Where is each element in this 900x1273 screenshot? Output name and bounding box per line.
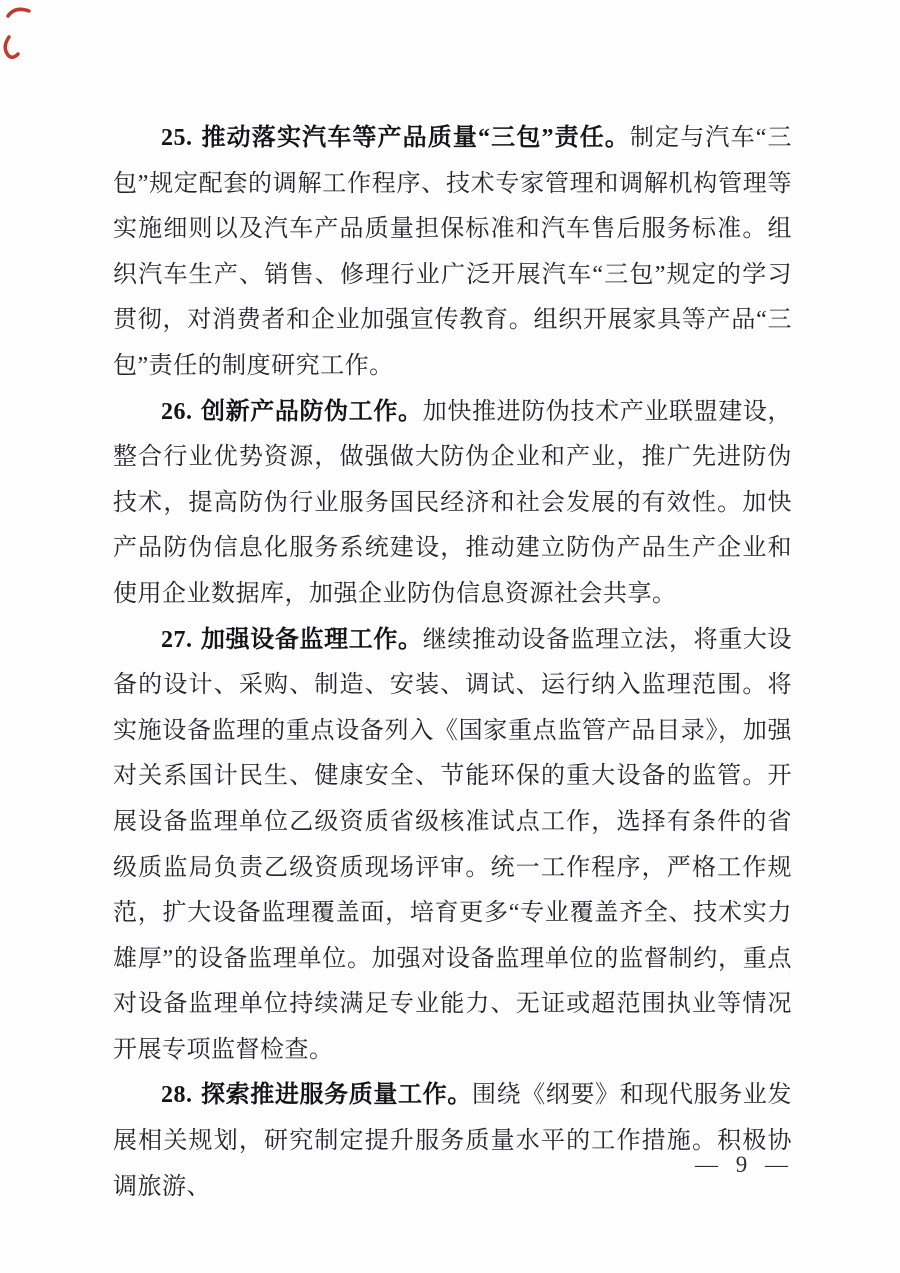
- paragraph-28-number: 28.: [161, 1082, 193, 1109]
- paragraph-28-body: 围绕《纲要》和现代服务业发展相关规划，研究制定提升服务质量水平的工作措施。积极协调旅游、: [113, 1082, 793, 1200]
- paragraph-28: [113, 1073, 792, 1210]
- paragraph-27-heading: 加强设备监理工作。: [200, 626, 423, 653]
- paragraph-26: [113, 390, 792, 618]
- paragraph-28-heading: 探索推进服务质量工作。: [200, 1082, 472, 1109]
- red-ink-mark-2: [1, 35, 23, 61]
- paragraph-27-body: 继续推动设备监理立法，将重大设备的设计、采购、制造、安装、调试、运行纳入监理范围。将实施设备监理的重点设备列入《国家重点监管产品目录》，加强对关系国计民生、健康安全、节能环保的重大设备的监管。开展设备监理单位乙级资质省级核准试点工作，选择有条件的省级质监局负责乙级资质现场评审。统一工作程序，严格工作规范，扩大设备监理覆盖面，培育更多“专业覆盖齐全、技术实力雄厚”的设备监理单位。加强对设备监理单位的监督制约，重点对设备监理单位持续满足专业能力、无证或超范围执业等情况开展专项监督检查。: [113, 626, 793, 1063]
- red-ink-mark-1: [6, 4, 32, 22]
- paragraph-27-number: 27.: [161, 626, 193, 653]
- paragraph-25: [113, 116, 792, 390]
- document-body: [113, 116, 792, 1210]
- paragraph-25-body: 制定与汽车“三包”规定配套的调解工作程序、技术专家管理和调解机构管理等实施细则以及汽车产品质量担保标准和汽车售后服务标准。组织汽车生产、销售、修理行业广泛开展汽车“三包”规定的学习贯彻，对消费者和企业加强宣传教育。组织开展家具等产品“三包”责任的制度研究工作。: [113, 125, 792, 379]
- paragraph-26-number: 26.: [161, 398, 193, 425]
- paragraph-27: [113, 618, 792, 1074]
- paragraph-26-heading: 创新产品防伪工作。: [200, 398, 423, 425]
- paragraph-26-body: 加快推进防伪技术产业联盟建设，整合行业优势资源，做强做大防伪企业和产业，推广先进防伪技术，提高防伪行业服务国民经济和社会发展的有效性。加快产品防伪信息化服务系统建设，推动建立防伪产品生产企业和使用企业数据库，加强企业防伪信息资源社会共享。: [113, 398, 793, 607]
- page-number: — 9 —: [695, 1152, 794, 1177]
- paragraph-25-heading: 推动落实汽车等产品质量“三包”责任。: [200, 125, 631, 151]
- paragraph-25-number: 25.: [161, 125, 193, 151]
